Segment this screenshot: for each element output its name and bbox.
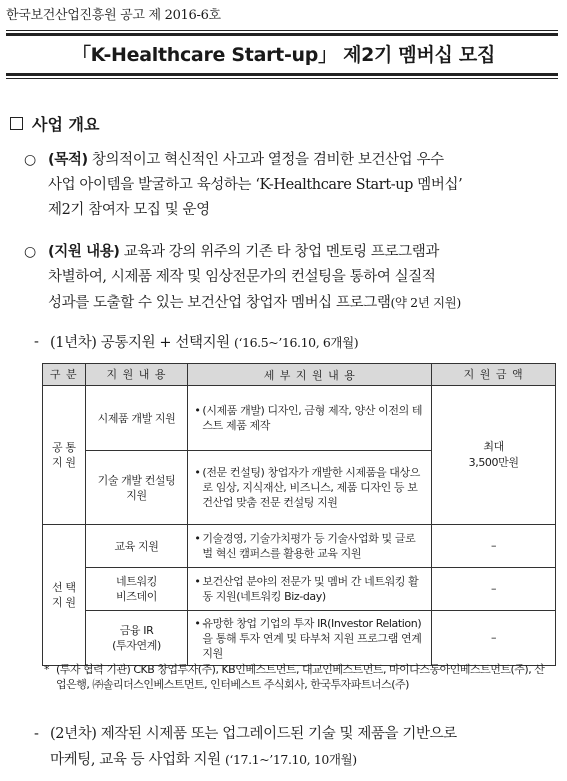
table-row: [43, 611, 556, 666]
header-detail: 세 부 지 원 내 용: [188, 364, 432, 386]
purpose-line-3: 제2기 참여자 모집 및 운영: [48, 202, 210, 218]
detail-networking: • 보건산업 분야의 전문가 및 멤버 간 네트워킹 활동 지원(네트워킹 Biz-day): [188, 568, 432, 611]
checkbox-square-icon: [10, 117, 23, 130]
group-common: 공 통 지 원: [43, 386, 86, 525]
dot-bullet: •: [194, 532, 201, 545]
year2-period: (‘17.1~’17.10, 10개월): [224, 752, 357, 767]
purpose-line-1: 창의적이고 혁신적인 사고과 열정을 겸비한 보건산업 우수: [91, 152, 444, 168]
notice-number: 한국보건산업진흥원 공고 제 2016-6호: [6, 8, 221, 23]
title-rule-top-thick: [6, 33, 558, 36]
support-table: [42, 363, 556, 666]
dot-bullet: •: [194, 404, 201, 417]
document-title: 「K-Healthcare Start-up」 제2기 멤버십 모집: [71, 44, 496, 66]
support-line-1: 교육과 강의 위주의 기존 타 창업 멘토링 프로그램과: [123, 244, 439, 260]
support-line-2: 차별하여, 시제품 제작 및 임상전문가의 컨설팅을 통하여 실질적: [48, 269, 436, 285]
header-amount: 지 원 금 액: [432, 364, 556, 386]
item-networking: 네트워킹 비즈데이: [85, 568, 188, 611]
table-row: [43, 568, 556, 611]
dot-bullet: •: [194, 616, 201, 630]
item-prototype: 시제품 개발 지원: [85, 386, 188, 451]
investment-partners-footnote: [44, 662, 552, 692]
support-paragraph: [24, 240, 548, 316]
dot-bullet: •: [194, 575, 201, 588]
amount-finance-ir: –: [432, 611, 556, 666]
amount-networking: –: [432, 568, 556, 611]
dot-bullet: •: [194, 466, 201, 479]
table-row: [43, 386, 556, 451]
detail-consulting: • (전문 컨설팅) 창업자가 개발한 시제품을 대상으로 임상, 지식재산, 비즈니스, 제품 디자인 등 보건산업 맞춤 전문 컨설팅 지원: [188, 451, 432, 525]
title-rule-top-thin: [6, 30, 558, 31]
dash-bullet: -: [34, 726, 39, 742]
item-consulting: 기술 개발 컨설팅 지원: [85, 451, 188, 525]
section-label: 사업 개요: [32, 115, 100, 134]
purpose-paragraph: [24, 148, 548, 223]
asterisk-icon: *: [44, 663, 49, 676]
support-tag: (지원 내용): [48, 244, 120, 260]
detail-education: • 기술경영, 기술가치평가 등 기술사업화 및 글로벌 혁신 캠퍼스를 활용한 교육 지원: [188, 525, 432, 568]
dash-bullet: -: [34, 334, 39, 350]
detail-prototype: • (시제품 개발) 디자인, 금형 제작, 양산 이전의 테스트 제품 제작: [188, 386, 432, 451]
year2-line-2: 마케팅, 교육 등 사업화 지원: [50, 752, 221, 768]
title-rule-bottom-thin: [6, 78, 558, 79]
title-rule-bottom-thick: [6, 73, 558, 76]
detail-finance-ir: • 유망한 창업 기업의 투자 IR(Investor Relation)을 통해 투자 연계 및 타부처 지원 프로그램 연계 지원: [188, 611, 432, 666]
item-education: 교육 지원: [85, 525, 188, 568]
purpose-tag: (목적): [48, 152, 88, 168]
amount-common: 최대 3,500만원: [432, 386, 556, 525]
support-line-3: 성과를 도출할 수 있는 보건산업 창업자 멤버십 프로그램: [48, 295, 391, 311]
year1-line: [34, 330, 554, 356]
header-category: 구 분: [43, 364, 86, 386]
year1-text: (1년차) 공통지원 + 선택지원: [50, 335, 230, 351]
header-support-content: 지 원 내 용: [85, 364, 188, 386]
year2-paragraph: [34, 722, 554, 773]
table-row: [43, 525, 556, 568]
year2-line-1: (2년차) 제작된 시제품 또는 업그레이드된 기술 및 제품을 기반으로: [50, 726, 457, 742]
item-finance-ir: 금융 IR (투자연계): [85, 611, 188, 666]
group-select: 선 택 지 원: [43, 525, 86, 666]
purpose-line-2: 사업 아이템을 발굴하고 육성하는 ‘K-Healthcare Start-up 멤버십’: [48, 177, 463, 193]
table-header-row: [43, 364, 556, 386]
footnote-text: (투자 협력 기관) CKB 창업투자(주), KB인베스트먼트, 대교인베스트먼트, 마이다스동아인베스트먼트(주), 산업은행, ㈜솔리더스인베스트먼트, 인터베스트 주식회사, 한국투자파트너스(주): [56, 663, 545, 691]
amount-education: –: [432, 525, 556, 568]
section-heading: [10, 112, 99, 135]
support-duration: (약 2년 지원): [390, 295, 461, 310]
year1-period: (‘16.5~’16.10, 6개월): [234, 335, 359, 350]
circle-bullet-icon: ○: [24, 152, 36, 168]
circle-bullet-icon: ○: [24, 244, 36, 260]
